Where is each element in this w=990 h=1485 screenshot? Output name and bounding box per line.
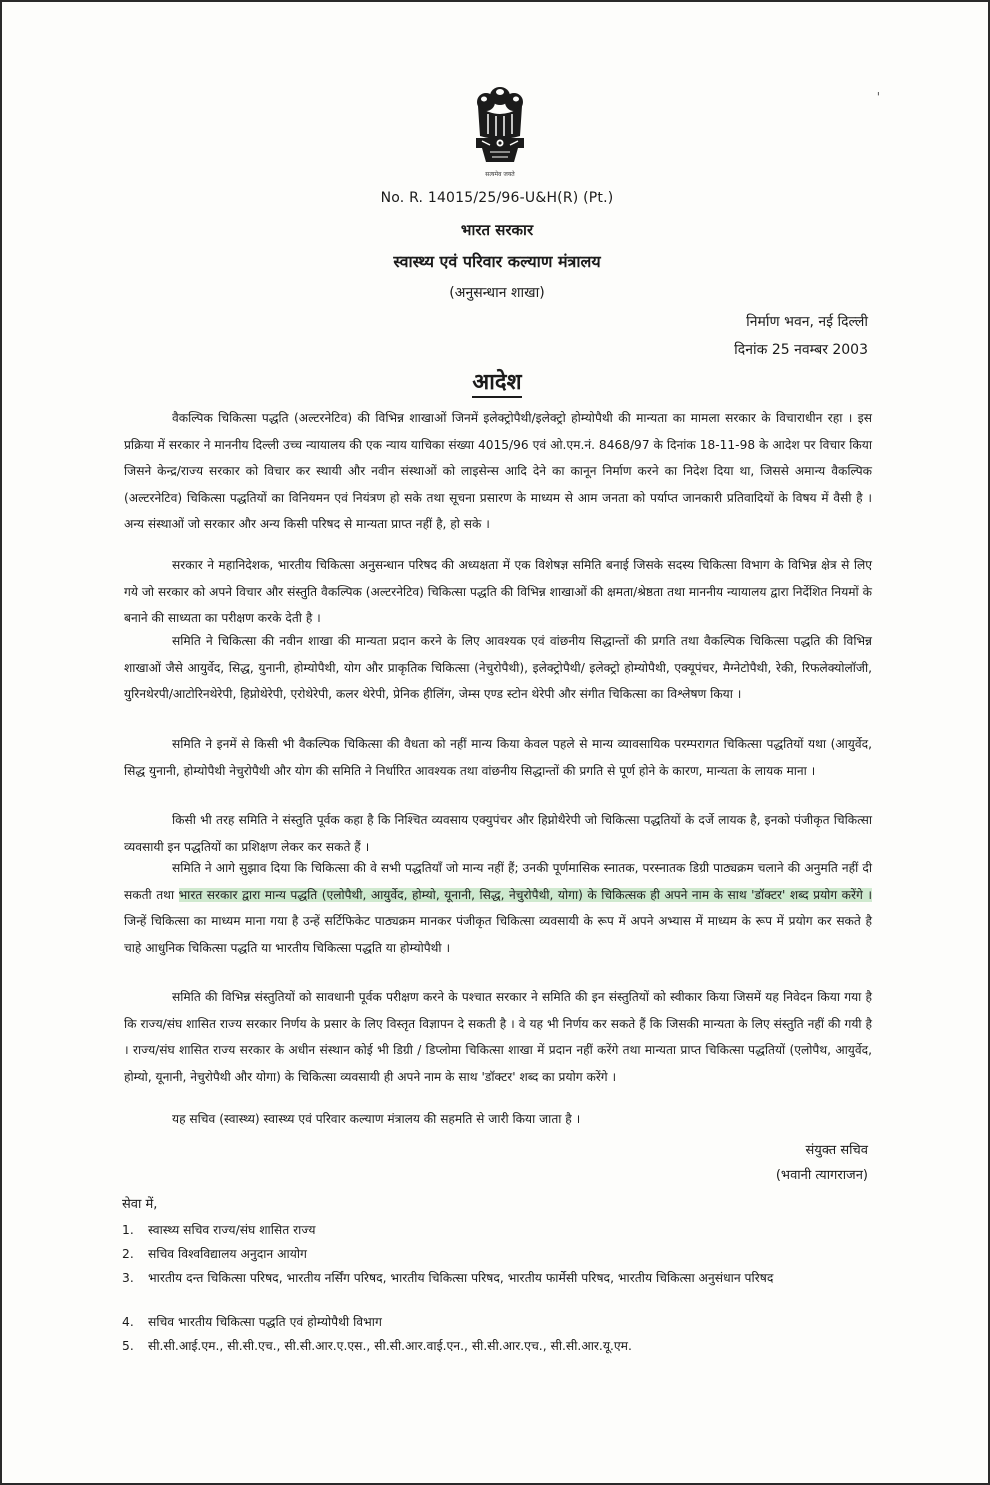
paragraph-3: समिति ने चिकित्सा की नवीन शाखा की मान्यता प्रदान करने के लिए आवश्यक एवं वांछनीय सिद्धान्तों की प्रगति तथा वैकल्पिक चिकित्सा पद्धति की विभिन्न शाखाओं जैसे आयुर्वेद, सिद्ध, युनानी, होम्योपैथी, योग और प्राकृतिक चिकित्सा (नेचुरोपैथी), इलेक्ट्रोपैथी/ इलेक्ट्रो होम्योपैथी, एक्यूपंचर, मैग्नेटोपैथी, रेकी, रिफलेक्योलॉजी, युरिनथेरपी/आटोरिनथेरेपी, हिप्नोथेरेपी, एरोथेरेपी, कलर थेरेपी, प्रेनिक हीलिंग, जेम्स एण्ड स्टोन थेरेपी और संगीत चिकित्सा का विश्लेषण किया । — [124, 634, 872, 701]
list-item-text: सचिव भारतीय चिकित्सा पद्धति एवं होम्योपैथी विभाग — [148, 1315, 382, 1329]
list-item — [122, 1334, 862, 1358]
list-item — [122, 1242, 862, 1266]
list-item-number: 2. — [122, 1247, 134, 1261]
paragraph-6-end: जिन्हें चिकित्सा का माध्यम माना गया है उन्हें सर्टिफिकेट पाठ्यक्रम मानकर पंजीकृत चिकित्सा व्यवसायी के रूप में अपने अभ्यास में माध्यम के रूप में प्रयोग कर सकते है चाहे आधुनिक चिकित्सा पद्धति या भारतीय चिकित्सा पद्धति या होम्योपैथी । — [124, 914, 872, 955]
distribution-list — [122, 1310, 862, 1334]
list-item-text: सचिव विश्वविद्यालय अनुदान आयोग — [148, 1247, 307, 1261]
list-item — [122, 1310, 862, 1334]
paragraph-4: समिति ने इनमें से किसी भी वैकल्पिक चिकित्सा की वैधता को नहीं मान्य किया केवल पहले से मान्य व्यावसायिक परम्परागत चिकित्सा पद्धतियों यथा (आयुर्वेद, सिद्ध युनानी, होम्योपैथी नेचुरोपैथी और योग की समिति ने निर्धारित आवश्यक तथा वांछनीय सिद्धान्तों की प्रगति से पूर्ण होने के कारण, मान्यता के लायक माना । — [124, 737, 872, 778]
paragraph-6 — [124, 855, 872, 961]
list-item — [122, 1266, 862, 1290]
paragraph-2: सरकार ने महानिदेशक, भारतीय चिकित्सा अनुसन्धान परिषद की अध्यक्षता में एक विशेषज्ञ समिति बनाई जिसके सदस्य चिकित्सा विभाग के विभिन्न क्षेत्र से लिए गये जो सरकार को अपने विचार और संस्तुति वैकल्पिक (अल्टरनेटिव) चिकित्सा पद्धति की विभिन्न शाखाओं की क्षमता/श्रेष्ठता तथा माननीय न्यायालय द्वारा निर्देशित नियमों के बनाने की साध्यता का परीक्षण करके देती है । — [124, 558, 872, 625]
list-item-number: 5. — [122, 1339, 134, 1353]
list-item-number: 3. — [122, 1271, 134, 1285]
paragraph-7: समिति की विभिन्न संस्तुतियों को सावधानी पूर्वक परीक्षण करने के पश्चात सरकार ने समिति की इन संस्तुतियों को स्वीकार किया जिसमें यह निवेदन किया गया है कि राज्य/संघ शासित राज्य सरकार निर्णय के प्रसार के लिए विस्तृत विज्ञापन दे सकती है । वे यह भी निर्णय कर सकते हैं कि जिसकी मान्यता के लिए संस्तुति नहीं की गयी है । राज्य/संघ शासित राज्य सरकार के अधीन संस्थान कोई भी डिग्री / डिप्लोमा चिकित्सा शाखा में प्रदान नहीं करेंगे तथा मान्यता प्राप्त चिकित्सा पद्धतियों (एलोपैथ, आयुर्वेद, होम्यो, यूनानी, नेचुरोपैथी और योगा) के चिकित्सा व्यवसायी ही अपने नाम के साथ 'डॉक्टर' शब्द का प्रयोग करेंगे । — [124, 990, 872, 1084]
list-item-text: स्वास्थ्य सचिव राज्य/संघ शासित राज्य — [148, 1223, 316, 1237]
list-item-text: भारतीय दन्त चिकित्सा परिषद, भारतीय नर्सिंग परिषद, भारतीय चिकित्सा परिषद, भारतीय फार्मेसी परिषद, भारतीय चिकित्सा अनुसंधान परिषद — [148, 1271, 774, 1285]
highlighted-text: भारत सरकार द्वारा मान्य पद्धति (एलोपैथी, आयुर्वेद, होम्यो, यूनानी, सिद्ध, नेचुरोपैथी, योगा) के चिकित्सक ही अपने नाम के साथ 'डॉक्टर' शब्द प्रयोग करेंगे । — [178, 887, 872, 902]
paragraph-8: यह सचिव (स्वास्थ्य) स्वास्थ्य एवं परिवार कल्याण मंत्रालय की सहमति से जारी किया जाता है । — [172, 1112, 581, 1126]
list-item-text: सी.सी.आई.एम., सी.सी.एच., सी.सी.आर.ए.एस., सी.सी.आर.वाई.एन., सी.सी.आर.एच., सी.सी.आर.यू.एम. — [148, 1339, 632, 1353]
distribution-list — [122, 1242, 862, 1266]
order-title: आदेश — [2, 366, 990, 396]
distribution-list — [122, 1266, 862, 1290]
paragraph-1: वैकल्पिक चिकित्सा पद्धति (अल्टरनेटिव) की विभिन्न शाखाओं जिनमें इलेक्ट्रोपैथी/इलेक्ट्रो होम्योपैथी की मान्यता का मामला सरकार के विचाराधीन रहा । इस प्रक्रिया में सरकार ने माननीय दिल्ली उच्च न्यायालय की एक न्याय याचिका संख्या 4015/96 एवं ओ.एम.नं. 8468/97 के दिनांक 18-11-98 के आदेश पर विचार किया जिसने केन्द्र/राज्य सरकार को विचार कर स्थायी और नवीन संस्थाओं को लाइसेन्स आदि देने का कानून निर्माण करने का निदेश दिया था, जिससे अमान्य वैकल्पिक (अल्टरनेटिव) चिकित्सा पद्धतियों का विनियमन एवं नियंत्रण हो सके तथा सूचना प्रसारण के माध्यम से आम जनता को पर्याप्त जानकारी प्रतिवादियों के विषय में वैसी है । अन्य संस्थाओं जो सरकार और अन्य किसी परिषद से मान्यता प्राप्त नहीं है, हो सके । — [124, 411, 872, 531]
list-item-number: 4. — [122, 1315, 134, 1329]
signatory-designation: संयुक्त सचिव — [805, 1143, 868, 1158]
list-item-number: 1. — [122, 1223, 134, 1237]
issue-date: दिनांक 25 नवम्बर 2003 — [734, 342, 868, 358]
paragraph-5: किसी भी तरह समिति ने संस्तुति पूर्वक कहा है कि निश्चित व्यवसाय एक्युपंचर और हिप्नोथैरेपी जो चिकित्सा पद्धतियों के दर्जे लायक है, इनको पंजीकृत चिकित्सा व्यवसायी इन पद्धतियों का प्रशिक्षण लेकर कर सकते हैं । — [124, 813, 872, 854]
emblem-motto: सत्यमेव जयते — [485, 171, 515, 178]
ministry-heading: स्वास्थ्य एवं परिवार कल्याण मंत्रालय — [393, 252, 601, 271]
signatory-name: (भवानी त्यागराजन) — [775, 1168, 868, 1183]
reference-number: No. R. 14015/25/96-U&H(R) (Pt.) — [380, 190, 614, 206]
government-heading: भारत सरकार — [460, 221, 534, 239]
distribution-heading: सेवा में, — [122, 1197, 158, 1212]
distribution-list — [122, 1218, 862, 1242]
wing-subheading: (अनुसन्धान शाखा) — [449, 285, 545, 301]
issue-place: निर्माण भवन, नई दिल्ली — [746, 314, 868, 330]
distribution-list — [122, 1334, 862, 1358]
paragraph-6-start: समिति ने आगे सुझाव दिया कि चिकित्सा की वे सभी पद्धतियाँ जो मान्य नहीं हैं; उनकी पूर्णमासिक स्नातक, परस्नातक डिग्री पाठ्यक्रम चलाने की अनुमति नहीं दी सकती तथा — [124, 861, 872, 902]
list-item — [122, 1218, 862, 1242]
margin-mark: ' — [876, 90, 880, 104]
